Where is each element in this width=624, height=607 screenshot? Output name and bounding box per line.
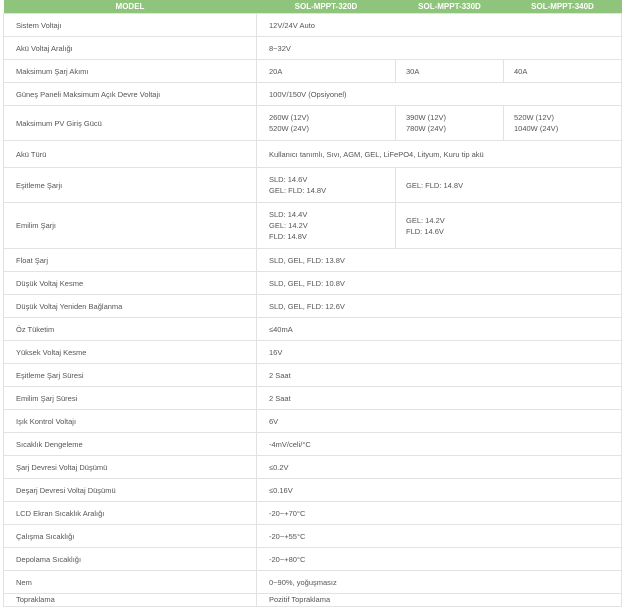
row-value-330d-340d: GEL: FLD: 14.8V: [396, 168, 622, 203]
table-row: [4, 141, 622, 168]
row-label: Güneş Paneli Maksimum Açık Devre Voltajı: [4, 83, 257, 106]
header-340d: SOL-MPPT-340D: [504, 0, 622, 14]
table-row: [4, 318, 622, 341]
row-label: Eşitleme Şarj Süresi: [4, 364, 257, 387]
value-line: GEL: FLD: 14.8V: [269, 186, 327, 195]
value-line: 780W (24V): [406, 124, 447, 133]
table-row: [4, 364, 622, 387]
row-value-330d-340d: [396, 203, 622, 249]
row-value: 6V: [257, 410, 622, 433]
row-value: -4mV/celi/°C: [257, 433, 622, 456]
row-value-320d: [257, 106, 396, 141]
row-label: Düşük Voltaj Kesme: [4, 272, 257, 295]
row-value: -20~+70°C: [257, 502, 622, 525]
row-label: Düşük Voltaj Yeniden Bağlanma: [4, 295, 257, 318]
table-row: [4, 548, 622, 571]
row-label: LCD Ekran Sıcaklık Aralığı: [4, 502, 257, 525]
row-label: Çalışma Sıcaklığı: [4, 525, 257, 548]
row-label: Sıcaklık Dengeleme: [4, 433, 257, 456]
table-row: [4, 203, 622, 249]
row-value: SLD, GEL, FLD: 13.8V: [257, 249, 622, 272]
row-value: 2 Saat: [257, 364, 622, 387]
header-model: MODEL: [4, 0, 257, 14]
table-row: [4, 502, 622, 525]
row-label: Işık Kontrol Voltajı: [4, 410, 257, 433]
row-value-340d: 40A: [504, 60, 622, 83]
row-value-330d: [396, 106, 504, 141]
value-line: 390W (12V): [406, 113, 447, 122]
row-label: Topraklama: [4, 594, 257, 607]
row-value-320d: [257, 168, 396, 203]
table-row: [4, 14, 622, 37]
table-row: [4, 106, 622, 141]
table-row: [4, 168, 622, 203]
row-value: Kullanıcı tanımlı, Sıvı, AGM, GEL, LiFePO4, Lityum, Kuru tip akü: [257, 141, 622, 168]
row-value: Pozitif Topraklama: [257, 594, 622, 607]
table-row: [4, 272, 622, 295]
value-line: 260W (12V): [269, 113, 310, 122]
row-label: Deşarj Devresi Voltaj Düşümü: [4, 479, 257, 502]
row-value: 0~90%, yoğuşmasız: [257, 571, 622, 594]
value-line: GEL: 14.2V: [269, 221, 308, 230]
row-value: 100V/150V (Opsiyonel): [257, 83, 622, 106]
row-label: Şarj Devresi Voltaj Düşümü: [4, 456, 257, 479]
row-label: Maksimum Şarj Akımı: [4, 60, 257, 83]
row-label: Eşitleme Şarjı: [4, 168, 257, 203]
row-label: Float Şarj: [4, 249, 257, 272]
row-value: ≤0.2V: [257, 456, 622, 479]
row-label: Emilim Şarj Süresi: [4, 387, 257, 410]
row-value: ≤40mA: [257, 318, 622, 341]
value-line: SLD: 14.6V: [269, 175, 308, 184]
row-label: Maksimum PV Giriş Gücü: [4, 106, 257, 141]
value-line: GEL: 14.2V: [406, 215, 445, 225]
row-label: Nem: [4, 571, 257, 594]
table-row: [4, 456, 622, 479]
table-header-row: [4, 0, 622, 14]
table-row: [4, 341, 622, 364]
row-value: 2 Saat: [257, 387, 622, 410]
row-value: 16V: [257, 341, 622, 364]
header-330d: SOL-MPPT-330D: [396, 0, 504, 14]
header-320d: SOL-MPPT-320D: [257, 0, 396, 14]
table-row: [4, 37, 622, 60]
row-value: SLD, GEL, FLD: 10.8V: [257, 272, 622, 295]
value-line: FLD: 14.8V: [269, 232, 307, 241]
table-row: [4, 410, 622, 433]
table-row: [4, 387, 622, 410]
value-line: SLD: 14.4V: [269, 210, 308, 219]
row-value: ≤0.16V: [257, 479, 622, 502]
table-row: [4, 433, 622, 456]
row-value: SLD, GEL, FLD: 12.6V: [257, 295, 622, 318]
value-line: 1040W (24V): [514, 124, 559, 133]
row-value: 8~32V: [257, 37, 622, 60]
row-label: Akü Voltaj Aralığı: [4, 37, 257, 60]
row-label: Sistem Voltajı: [4, 14, 257, 37]
row-label: Emilim Şarjı: [4, 203, 257, 249]
value-line: FLD: 14.6V: [406, 226, 444, 236]
row-label: Öz Tüketim: [4, 318, 257, 341]
table-row: [4, 295, 622, 318]
row-label: Yüksek Voltaj Kesme: [4, 341, 257, 364]
table-row: [4, 83, 622, 106]
row-value-320d: 20A: [257, 60, 396, 83]
table-row: [4, 571, 622, 594]
table-row: [4, 479, 622, 502]
table-row: [4, 249, 622, 272]
row-value-340d: [504, 106, 622, 141]
row-value: -20~+80°C: [257, 548, 622, 571]
row-value-320d: [257, 203, 396, 249]
value-line: 520W (12V): [514, 113, 555, 122]
row-label: Akü Türü: [4, 141, 257, 168]
table-row: [4, 525, 622, 548]
spec-table: [3, 0, 622, 607]
row-value: -20~+55°C: [257, 525, 622, 548]
row-value-330d: 30A: [396, 60, 504, 83]
table-row: [4, 60, 622, 83]
value-line: 520W (24V): [269, 124, 310, 133]
row-value: 12V/24V Auto: [257, 14, 622, 37]
row-label: Depolama Sıcaklığı: [4, 548, 257, 571]
